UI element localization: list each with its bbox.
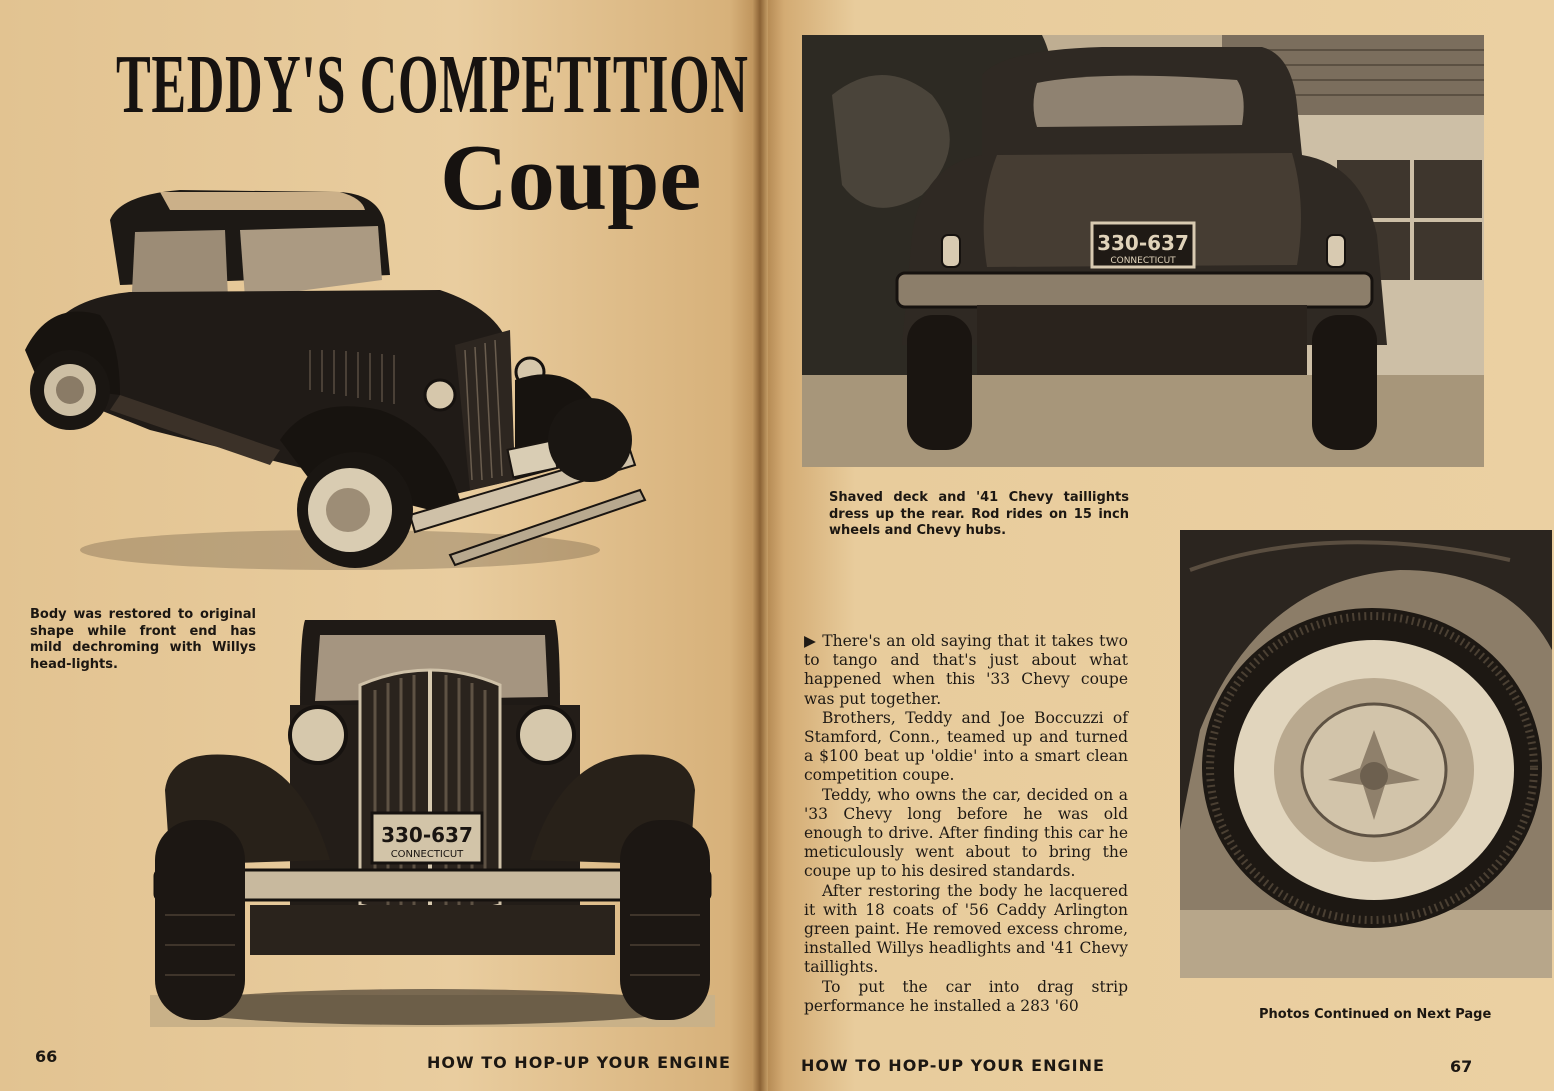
article-paragraph: Teddy, who owns the car, decided on a '33 Chevy long before he was old enough to drive. After finding this car he meticulously went about to bring the coupe up to his desired standards. xyxy=(804,785,1128,881)
article-title-line1: TEDDY'S COMPETITION xyxy=(116,38,749,131)
article-paragraph: To put the car into drag strip performance he installed a 283 '60 xyxy=(804,977,1128,1015)
article-paragraph: ▶ There's an old saying that it takes two to tango and that's just about what happened when this '33 Chevy coupe was put together. xyxy=(804,632,1128,708)
front-plate-state: CONNECTICUT xyxy=(390,849,464,860)
rear-plate-state: CONNECTICUT xyxy=(1110,256,1176,266)
front-plate-number: 330-637 xyxy=(381,823,473,847)
caption-photos-continued: Photos Continued on Next Page xyxy=(1259,1007,1492,1022)
left-page-number: 66 xyxy=(35,1047,58,1066)
left-running-title: HOW TO HOP-UP YOUR ENGINE xyxy=(427,1053,731,1072)
page-gutter xyxy=(752,0,768,1091)
right-running-title: HOW TO HOP-UP YOUR ENGINE xyxy=(801,1056,1105,1075)
caption-front-three-quarter: Body was restored to original shape while front end has mild dechroming with Willys head-lights. xyxy=(30,607,256,672)
article-title-line2: Coupe xyxy=(440,126,702,230)
coupe-rear-photo xyxy=(802,35,1484,467)
article-paragraph: Brothers, Teddy and Joe Boccuzzi of Stamford, Conn., teamed up and turned a $100 beat up 'oldie' into a smart clean competition coupe. xyxy=(804,708,1128,785)
paragraph-marker-icon: ▶ xyxy=(804,632,817,650)
wheel-closeup-photo xyxy=(1180,530,1552,978)
article-paragraph: After restoring the body he lacquered it with 18 coats of '56 Caddy Arlington green paint. He removed excess chrome, installed Willys headlights and '41 Chevy taillights. xyxy=(804,881,1128,977)
rear-plate-number: 330-637 xyxy=(1097,231,1189,255)
caption-rear: Shaved deck and '41 Chevy taillights dress up the rear. Rod rides on 15 inch wheels and Chevy hubs. xyxy=(829,490,1129,538)
coupe-front-photo xyxy=(150,615,715,1027)
article-body xyxy=(804,632,1128,1016)
coupe-three-quarter-photo xyxy=(10,180,650,580)
right-page-number: 67 xyxy=(1450,1057,1473,1076)
